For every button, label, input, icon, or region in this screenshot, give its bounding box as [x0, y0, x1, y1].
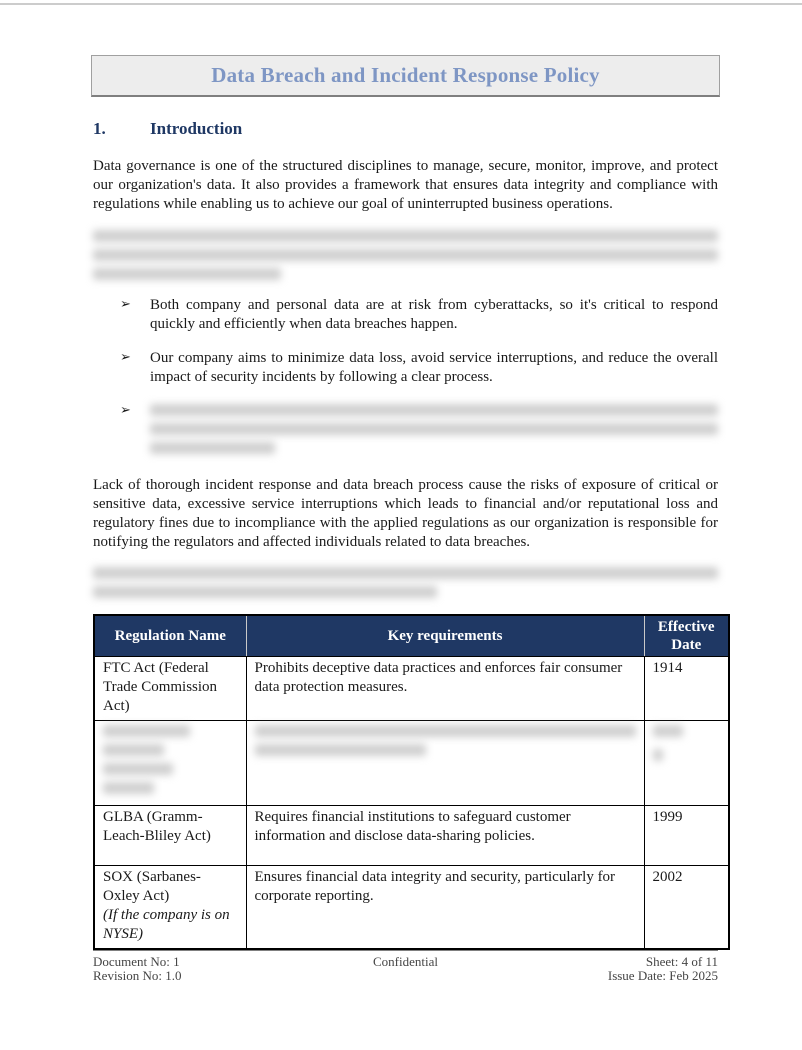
regulation-name-note: (If the company is on NYSE): [103, 907, 230, 942]
document-title: Data Breach and Incident Response Policy: [211, 63, 600, 87]
table-row: [94, 657, 729, 721]
redacted-line: [150, 442, 275, 454]
redacted-line: [653, 725, 683, 737]
bullet-text: Both company and personal data are at risk from cyberattacks, so it's critical to respond quickly and efficiently when data breaches happen.: [150, 297, 718, 332]
footer-issue-date: Issue Date: Feb 2025: [607, 968, 718, 983]
redacted-line: [93, 268, 281, 280]
document-body: [93, 0, 718, 950]
redacted-line: [103, 744, 164, 756]
cell-regulation-name: FTC Act (Federal Trade Commission Act): [94, 657, 246, 721]
paragraph-intro: Data governance is one of the structured disciplines to manage, secure, monitor, improve, and protect our organization's data. It also provides a framework that ensures data integrity and compliance with regulations while enabling us to achieve our goal of uninterrupted business operations.: [93, 158, 718, 212]
redacted-line: [653, 749, 663, 761]
bullet-arrow-icon: ➢: [120, 350, 131, 365]
bullet-item-3-redacted: [93, 402, 718, 461]
section-number: 1.: [93, 119, 106, 138]
redacted-line: [255, 725, 636, 737]
bullet-item-1: [93, 296, 718, 334]
redacted-line: [103, 725, 190, 737]
document-title-box: [91, 55, 720, 97]
cell-effective-date-redacted: [644, 721, 729, 806]
footer-sheet: Sheet: 4 of 11: [645, 954, 718, 969]
col-header-key-requirements: Key requirements: [246, 615, 644, 657]
bullet-text: Our company aims to minimize data loss, avoid service interruptions, and reduce the overall impact of security incidents by following a clear process.: [150, 350, 718, 385]
redacted-line: [93, 567, 718, 579]
bullet-item-2: [93, 349, 718, 387]
cell-key-requirements: Requires financial institutions to safeguard customer information and disclose data-sharing policies.: [246, 806, 644, 866]
redacted-line: [93, 249, 718, 261]
regulation-name-text: SOX (Sarbanes-Oxley Act): [103, 869, 201, 904]
cell-key-requirements: Prohibits deceptive data practices and enforces fair consumer data protection measures.: [246, 657, 644, 721]
cell-regulation-name: GLBA (Gramm-Leach-Bliley Act): [94, 806, 246, 866]
paragraph-risks: Lack of thorough incident response and data breach process cause the risks of exposure of critical or sensitive data, excessive service interruptions which leads to financial and/or reputational loss and regulatory fines due to incompliance with the applied regulations as our organization is responsible for notifying the regulators and affected individuals related to data breaches.: [93, 477, 718, 550]
footer-revision-no: Revision No: 1.0: [93, 968, 182, 983]
redacted-paragraph-1: [93, 230, 718, 280]
cell-regulation-name-redacted: [94, 721, 246, 806]
regulations-table: [93, 614, 730, 950]
table-row-redacted: [94, 721, 729, 806]
bullet-arrow-icon: ➢: [120, 297, 131, 312]
cell-effective-date: 1999: [644, 806, 729, 866]
table-header-row: [94, 615, 729, 657]
col-header-regulation-name: Regulation Name: [94, 615, 246, 657]
cell-key-requirements-redacted: [246, 721, 644, 806]
redacted-line: [93, 586, 437, 598]
col-header-effective-date: Effective Date: [644, 615, 729, 657]
redacted-line: [150, 404, 718, 416]
redacted-line: [93, 230, 718, 242]
redacted-line: [103, 782, 154, 794]
footer-confidential: Confidential: [372, 954, 438, 969]
bullet-list: [93, 296, 718, 461]
cell-effective-date: 2002: [644, 866, 729, 950]
redacted-line: [255, 744, 426, 756]
redacted-bullet-text: [150, 404, 718, 461]
redacted-paragraph-2: [93, 567, 718, 598]
page-footer: [93, 950, 718, 983]
cell-key-requirements: Ensures financial data integrity and security, particularly for corporate reporting.: [246, 866, 644, 950]
bullet-arrow-icon: ➢: [120, 403, 131, 418]
footer-left: [93, 955, 301, 983]
table-row: [94, 866, 729, 950]
redacted-line: [103, 763, 173, 775]
table-row: [94, 806, 729, 866]
redacted-line: [150, 423, 718, 435]
cell-regulation-name: [94, 866, 246, 950]
cell-effective-date: 1914: [644, 657, 729, 721]
section-heading: [93, 119, 718, 139]
footer-right: [510, 955, 718, 983]
footer-document-no: Document No: 1: [93, 954, 180, 969]
section-title: Introduction: [150, 119, 243, 138]
